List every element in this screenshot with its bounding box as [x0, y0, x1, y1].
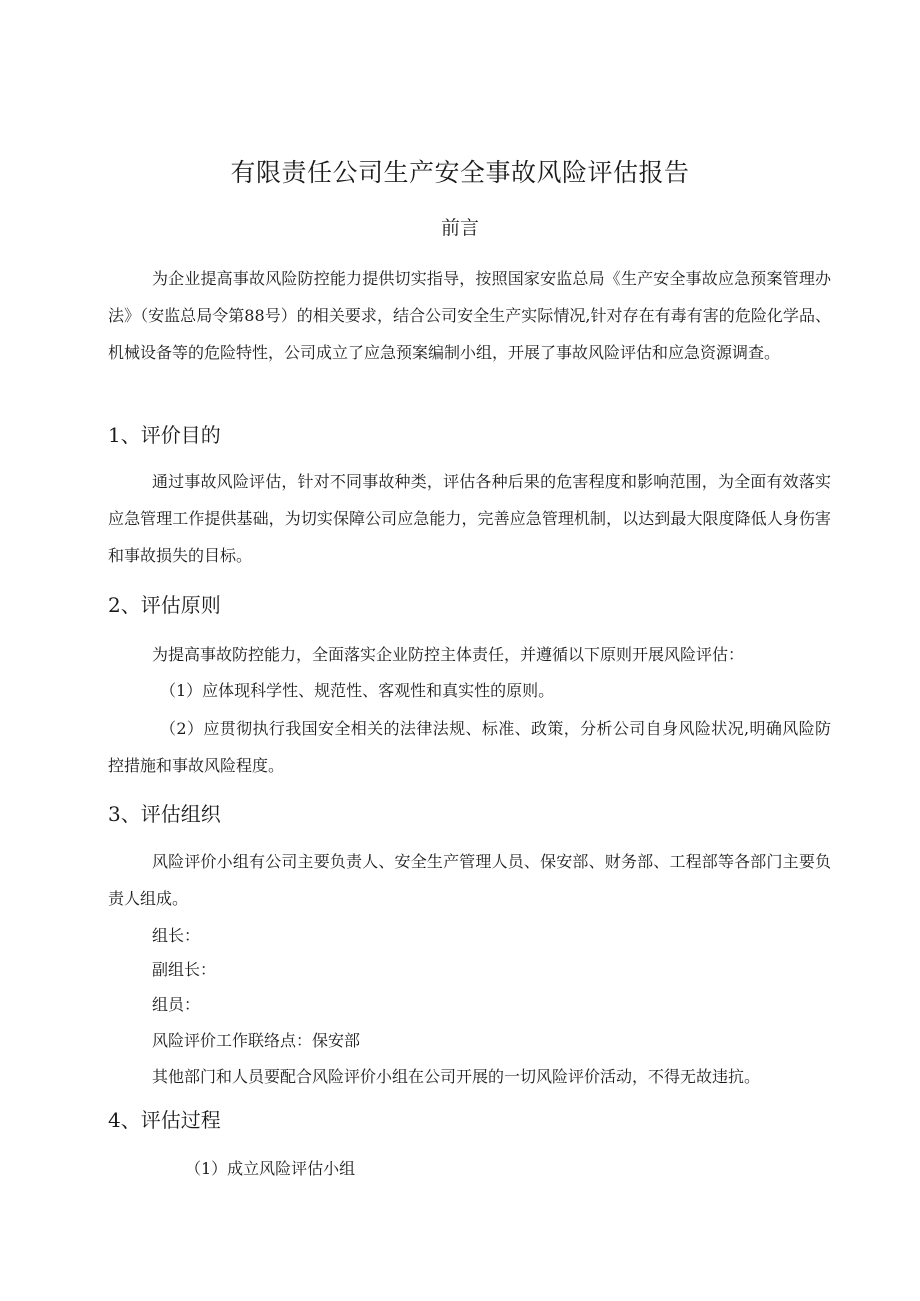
section-4-heading: 4、评估过程: [108, 1108, 221, 1132]
section-3-leader: 组长：: [152, 926, 201, 945]
section-2-heading: 2、评估原则: [108, 593, 221, 617]
section-3-note: 其他部门和人员要配合风险评价小组在公司开展的一切风险评价活动，不得无故违抗。: [152, 1067, 761, 1086]
section-3-contact: 风险评价工作联络点：保安部: [152, 1031, 361, 1050]
section-2-intro: 为提高事故防控能力，全面落实企业防控主体责任，并遵循以下原则开展风险评估：: [152, 645, 745, 664]
section-3-members: 组员：: [152, 995, 201, 1014]
section-2-item-2: （2）应贯彻执行我国安全相关的法律法规、标准、政策，分析公司自身风险状况,明确风险防控措施和事故风险程度。: [108, 719, 831, 775]
section-3-heading: 3、评估组织: [108, 802, 221, 826]
section-4-item-1: （1）成立风险评估小组: [185, 1159, 356, 1178]
section-1-paragraph: 通过事故风险评估，针对不同事故种类，评估各种后果的危害程度和影响范围，为全面有效落实应急管理工作提供基础，为切实保障公司应急能力，完善应急管理机制，以达到最大限度降低人身伤害和事故损失的目标。: [108, 472, 831, 565]
section-1-heading: 1、评价目的: [108, 423, 221, 447]
section-2-item-1: （1）应体现科学性、规范性、客观性和真实性的原则。: [160, 681, 555, 700]
preface-heading: 前言: [440, 217, 479, 239]
section-3-deputy: 副组长：: [152, 960, 217, 979]
section-3-paragraph: 风险评价小组有公司主要负责人、安全生产管理人员、保安部、财务部、工程部等各部门主要负责人组成。: [108, 852, 831, 908]
document-title: 有限责任公司生产安全事故风险评估报告: [230, 158, 690, 187]
preface-paragraph: 为企业提高事故风险防控能力提供切实指导，按照国家安监总局《生产安全事故应急预案管理办法》（安监总局令第88号）的相关要求，结合公司安全生产实际情况,针对存在有毒有害的危险化学品、机械设备等的危险特性，公司成立了应急预案编制小组，开展了事故风险评估和应急资源调查。: [108, 269, 831, 362]
